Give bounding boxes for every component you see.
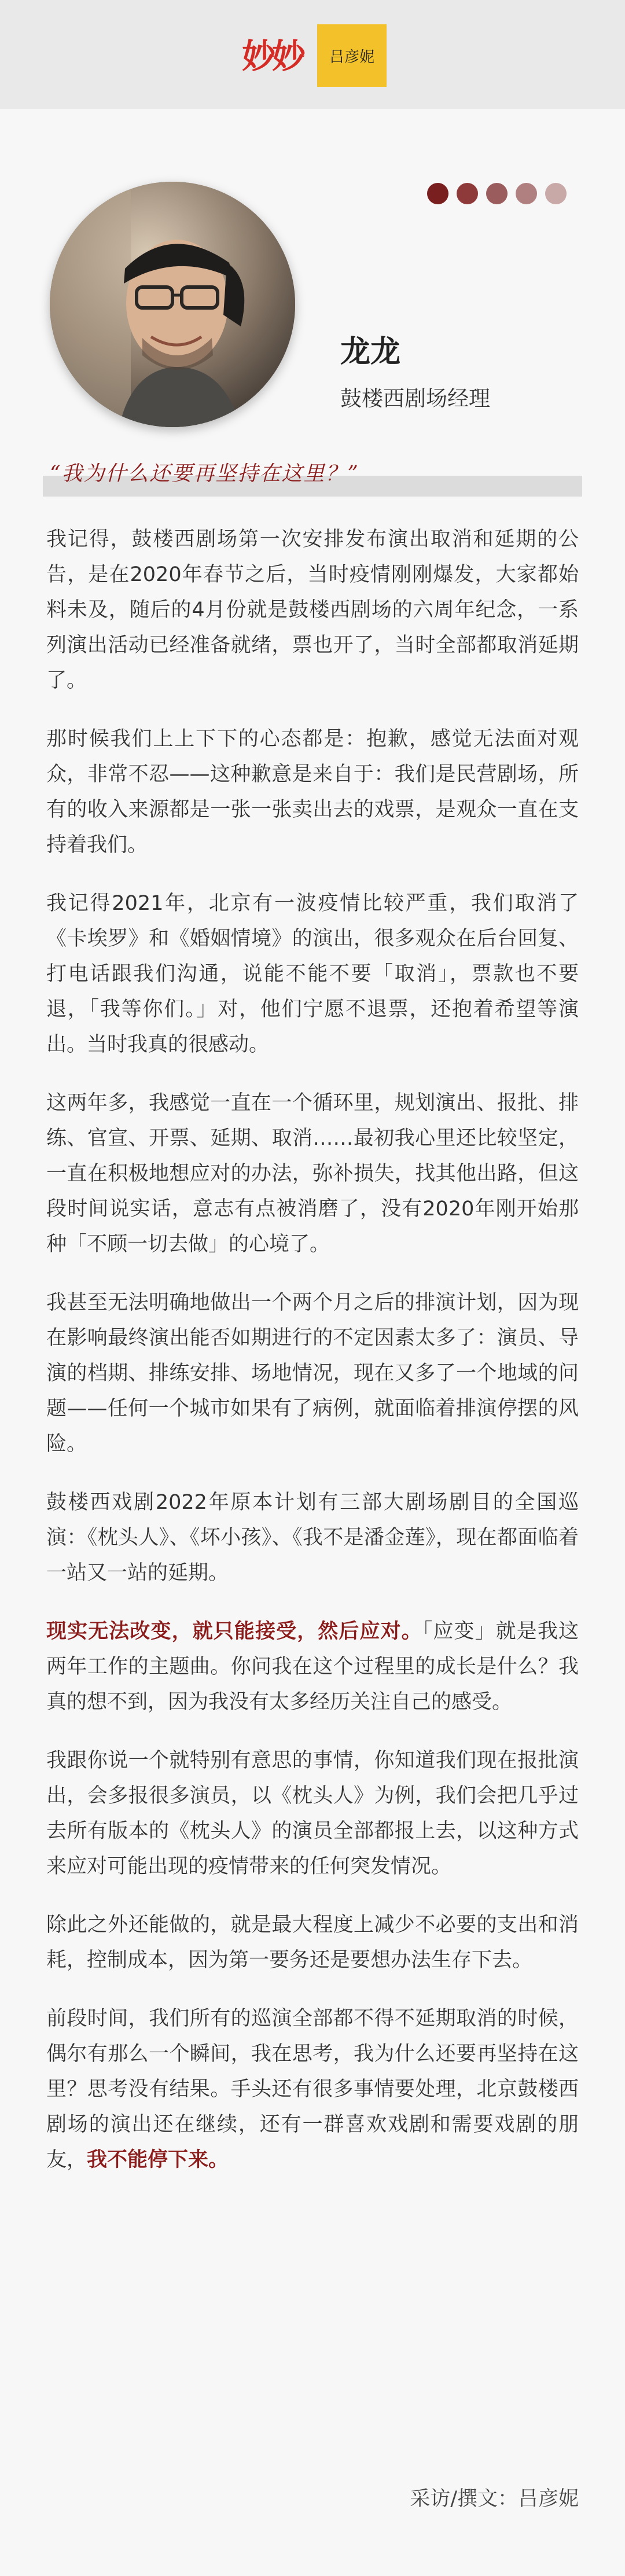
profile-role: 鼓楼西剧场经理 [340,386,490,411]
paragraph-10-text: 前段时间，我们所有的巡演全部都不得不延期取消的时候，偶尔有那么一个瞬间，我在思考，我为什么还要再坚持在这里？思考没有结果。手头还有很多事情要处理，北京鼓楼西剧场的演出还在继续，还有一群喜欢戏剧和需要戏剧的朋友， [46,2007,579,2171]
profile-photo [50,182,295,427]
header-bar [0,0,625,109]
brand-logo-red: 妙妙 [241,36,302,76]
paragraph-8: 我跟你说一个就特别有意思的事情，你知道我们现在报批演出，会多报很多演员，以《枕头人》为例，我们会把几乎过去所有版本的《枕头人》的演员全部都报上去，以这种方式来应对可能出现的疫情带来的任何突发情况。 [46,1749,579,1878]
paragraph-10 [46,2001,579,2178]
paragraph-4: 这两年多，我感觉一直在一个循环里，规划演出、报批、排练、官宣、开票、延期、取消……最初我心里还比较坚定，一直在积极地想应对的办法，弥补损失，找其他出路，但这段时间说实话，意志有点被消磨了，没有2020年刚开始那种「不顾一切去做」的心境了。 [46,1092,579,1256]
dot-3 [486,183,508,204]
dot-1 [427,183,448,204]
brand-logo-yellow: 吕彦妮 [317,24,387,87]
profile-name: 龙龙 [340,334,401,369]
author-credit: 采访/撰文：吕彦妮 [410,2487,579,2511]
paragraph-1: 我记得，鼓楼西剧场第一次安排发布演出取消和延期的公告，是在2020年春节之后，当时疫情刚刚爆发，大家都始料未及，随后的4月份就是鼓楼西剧场的六周年纪念，一系列演出活动已经准备就绪，票也开了，当时全部都取消延期了。 [46,528,579,692]
paragraph-9: 除此之外还能做的，就是最大程度上减少不必要的支出和消耗，控制成本，因为第一要务还是要想办法生存下去。 [46,1913,579,1972]
dot-4 [516,183,537,204]
paragraph-5: 我甚至无法明确地做出一个两个月之后的排演计划，因为现在影响最终演出能否如期进行的不定因素太多了：演员、导演的档期、排练安排、场地情况，现在又多了一个地域的问题——任何一个城市如果有了病例，就面临着排演停摆的风险。 [46,1291,579,1456]
paragraph-3: 我记得2021年，北京有一波疫情比较严重，我们取消了《卡埃罗》和《婚姻情境》的演出，很多观众在后台回复、打电话跟我们沟通，说能不能不要「取消」，票款也不要退，「我等你们。」对，他们宁愿不退票，还抱着希望等演出。当时我真的很感动。 [46,892,579,1056]
article-body [46,522,579,2201]
dot-5 [545,183,567,204]
paragraph-7 [46,1614,579,1720]
pull-quote: “我为什么还要再坚持在这里？” [50,462,359,486]
decorative-dots [427,183,567,204]
closing-highlight: 我不能停下来。 [87,2148,229,2171]
paragraph-7-text: 「应变」就是我这两年工作的主题曲。你问我在这个过程里的成长是什么？我真的想不到，因为我没有太多经历关注自己的感受。 [46,1620,579,1714]
highlight-phrase: 现实无法改变，就只能接受，然后应对。 [46,1620,422,1643]
paragraph-6: 鼓楼西戏剧2022年原本计划有三部大剧场剧目的全国巡演：《枕头人》、《坏小孩》、《我不是潘金莲》，现在都面临着一站又一站的延期。 [46,1491,579,1585]
paragraph-2: 那时候我们上上下下的心态都是：抱歉，感觉无法面对观众，非常不忍——这种歉意是来自于：我们是民营剧场，所有的收入来源都是一张一张卖出去的戏票，是观众一直在支持着我们。 [46,727,579,857]
dot-2 [457,183,478,204]
